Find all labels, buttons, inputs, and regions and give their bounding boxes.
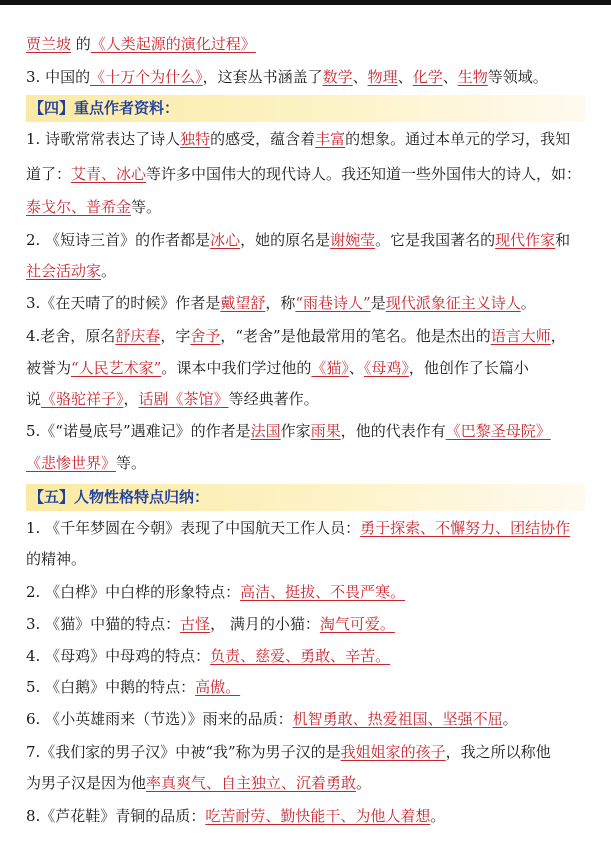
answer-text: 冰心: [210, 231, 241, 249]
answer-text: 《巴黎圣母院》: [445, 422, 551, 440]
text-line: [26, 709, 518, 729]
text-line: [26, 230, 570, 250]
line-text: 是: [370, 294, 386, 312]
line-text: ，: [550, 327, 566, 345]
answer-text: 贾兰坡: [26, 35, 72, 53]
answer-text: 舍予: [190, 327, 221, 345]
line-text: 3. 中国的: [26, 68, 91, 86]
answer-text: 古怪: [180, 615, 211, 633]
answer-text: 高洁、挺拔、不畏严寒。: [240, 583, 406, 601]
answer-text: 高傲。: [195, 678, 241, 696]
text-line: [26, 677, 240, 697]
answer-text: 我姐姐家的孩子: [340, 743, 446, 761]
line-text: 3. 《猫》中猫的特点：: [26, 615, 181, 633]
text-line: [26, 293, 536, 313]
answer-text: 社会活动家: [26, 262, 102, 280]
text-line: [26, 261, 116, 281]
answer-text: 《骆驼祥子》: [41, 390, 124, 408]
answer-text: 现代作家: [495, 231, 556, 249]
line-text: 说: [26, 390, 42, 408]
answer-text: 物理: [367, 68, 398, 86]
line-text: ，这套丛书涵盖了: [202, 68, 323, 86]
line-text: 的: [71, 35, 91, 53]
answer-text: 雨果: [310, 422, 341, 440]
line-text: 的感受，蕴含着: [210, 130, 316, 148]
answer-text: “人民艺术家”: [71, 359, 162, 377]
text-line: [26, 549, 86, 569]
answer-text: 《十万个为什么》: [90, 68, 203, 86]
text-line: [26, 614, 395, 634]
answer-text: 机智勇敢、热爱祖国、坚强不屈: [292, 710, 503, 728]
line-text: 等。: [131, 198, 162, 216]
line-text: 作家: [280, 422, 311, 440]
line-text: 等许多中国伟大的现代诗人。我还知道一些外国伟大的诗人，如：: [146, 165, 582, 183]
answer-text: 生物: [457, 68, 488, 86]
answer-text: 《悲惨世界》: [26, 454, 117, 472]
answer-text: 丰富: [315, 130, 346, 148]
answer-text: 话剧《茶馆》: [138, 390, 229, 408]
text-line: [26, 806, 445, 826]
answer-text: 率真爽气、自主独立、沉着勇敢: [146, 774, 357, 792]
line-text: 的精神。: [26, 550, 87, 568]
text-line: [26, 742, 551, 762]
line-text: 。: [101, 262, 117, 280]
answer-text: 戴望舒: [220, 294, 266, 312]
line-text: 5. 《白鹅》中鹅的特点：: [26, 678, 196, 696]
line-text: 1. 《千年梦圆在今朝》表现了中国航天工作人员：: [26, 519, 361, 537]
text-line: [26, 67, 548, 87]
answer-text: 化学: [412, 68, 443, 86]
text-line: [26, 582, 405, 602]
line-text: 、: [348, 359, 364, 377]
text-line: [26, 646, 390, 666]
line-text: ，他创作了长篇小: [408, 359, 529, 377]
answer-text: 数学: [322, 68, 353, 86]
line-text: 。: [356, 774, 372, 792]
line-text: 和: [555, 231, 571, 249]
line-text: 等领域。: [487, 68, 548, 86]
line-text: 7.《我们家的男子汉》中被“我”称为男子汉的是: [26, 743, 341, 761]
line-text: 、: [397, 68, 413, 86]
line-text: 道了：: [26, 165, 72, 183]
line-text: 被誉为: [26, 359, 72, 377]
answer-text: 法国: [250, 422, 281, 440]
line-text: 4.老舍，原名: [26, 327, 116, 345]
answer-text: 舒庆春: [115, 327, 161, 345]
text-line: [26, 453, 146, 473]
line-text: 为男子汉是因为他: [26, 774, 147, 792]
answer-text: 谢婉莹: [330, 231, 376, 249]
answer-text: 《猫》: [311, 359, 349, 377]
line-text: ，她的原名是: [240, 231, 331, 249]
line-text: 2. 《短诗三首》的作者都是: [26, 231, 211, 249]
text-line: [26, 389, 319, 409]
line-text: ，他的代表作有: [340, 422, 446, 440]
answer-text: 《母鸡》: [363, 359, 409, 377]
section-heading: 【五】人物性格特点归纳：: [26, 484, 585, 511]
line-text: ，称: [265, 294, 296, 312]
line-text: ，“老舍”是他最常用的笔名。他是杰出的: [220, 327, 491, 345]
text-line: [26, 164, 581, 184]
line-text: 、: [352, 68, 368, 86]
line-text: ，我之所以称他: [445, 743, 551, 761]
text-line: [26, 129, 570, 149]
text-line: [26, 197, 161, 217]
line-text: 。: [520, 294, 536, 312]
line-text: ，: [123, 390, 139, 408]
text-line: [26, 518, 570, 538]
line-text: 8.《芦花鞋》青铜的品质：: [26, 807, 206, 825]
answer-text: 勇于探索、不懈努力、团结协作: [360, 519, 571, 537]
line-text: 等经典著作。: [228, 390, 319, 408]
line-text: 1. 诗歌常常表达了诗人: [26, 130, 181, 148]
line-text: 。: [502, 710, 518, 728]
section-heading: 【四】重点作者资料：: [26, 95, 585, 122]
line-text: 、: [442, 68, 458, 86]
line-text: 3.《在天晴了的时候》作者是: [26, 294, 221, 312]
answer-text: 吃苦耐劳、勤快能干、为他人着想: [205, 807, 431, 825]
text-line: [26, 421, 551, 441]
answer-text: 独特: [180, 130, 211, 148]
answer-text: 泰戈尔、普希金: [26, 198, 132, 216]
text-line: [26, 773, 371, 793]
line-text: 4. 《母鸡》中母鸡的特点：: [26, 647, 211, 665]
answer-text: 现代派象征主义诗人: [385, 294, 521, 312]
line-text: 的想象。通过本单元的学习，我知: [345, 130, 571, 148]
answer-text: 负责、慈爱、勇敢、辛苦。: [210, 647, 391, 665]
line-text: 2. 《白桦》中白桦的形象特点：: [26, 583, 241, 601]
line-text: 6. 《小英雄雨来（节选）》雨来的品质：: [26, 710, 293, 728]
line-text: ，字: [160, 327, 191, 345]
line-text: 。: [430, 807, 446, 825]
top-edge-bar: [0, 0, 611, 5]
line-text: 5.《“诺曼底号”遇难记》的作者是: [26, 422, 251, 440]
answer-text: “雨巷诗人”: [295, 294, 371, 312]
text-line: [26, 358, 529, 378]
answer-text: 语言大师: [490, 327, 551, 345]
answer-text: 淘气可爱。: [319, 615, 395, 633]
line-text: 。课本中我们学过他的: [161, 359, 312, 377]
line-text: 。它是我国著名的: [375, 231, 496, 249]
answer-text: 艾青、冰心: [71, 165, 147, 183]
line-text: 等。: [116, 454, 147, 472]
text-line: [26, 34, 256, 54]
answer-text: 《人类起源的演化过程》: [90, 35, 256, 53]
line-text: ， 满月的小猫：: [210, 615, 320, 633]
text-line: [26, 326, 566, 346]
